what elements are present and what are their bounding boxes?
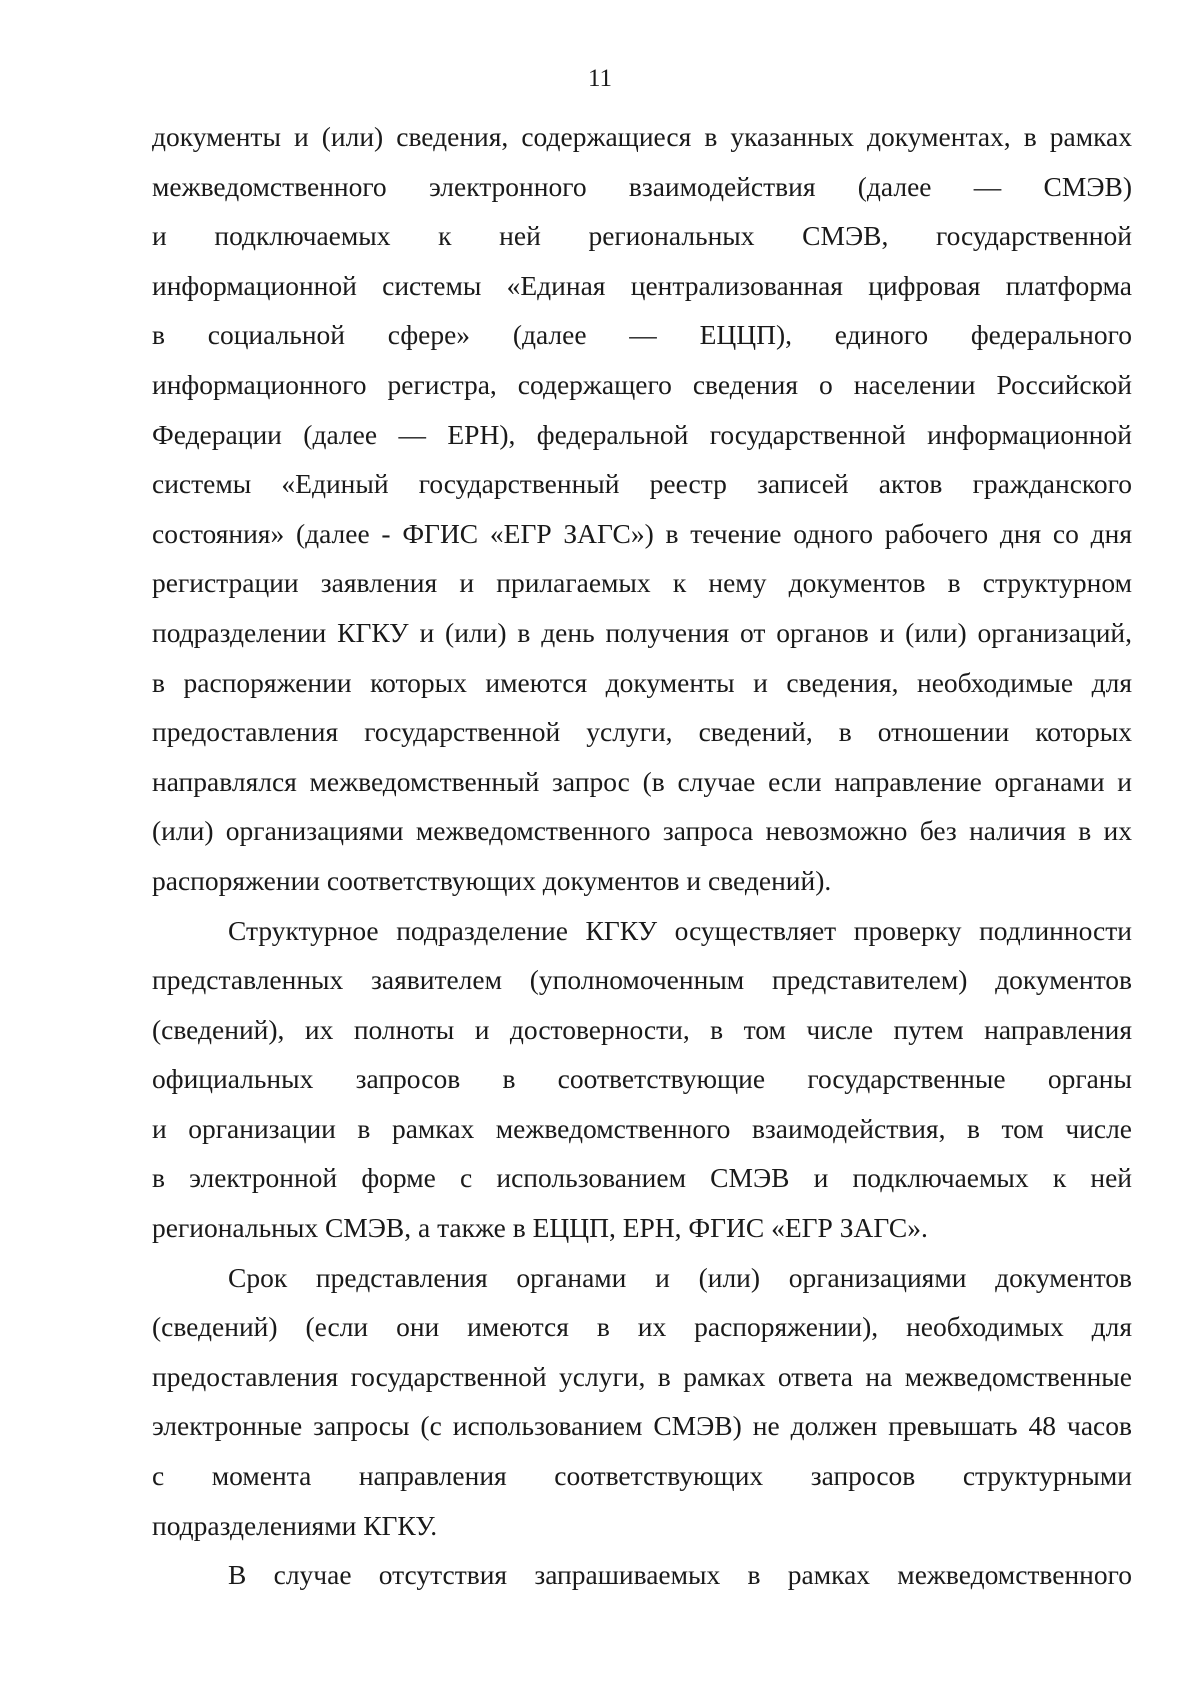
paragraph <box>152 112 1132 906</box>
paragraph-line: Федерации (далее — ЕРН), федеральной государственной информационной <box>152 418 1132 450</box>
paragraph <box>152 1253 1132 1551</box>
paragraph-line: представленных заявителем (уполномоченным представителем) документов <box>152 964 1132 996</box>
paragraph-line: межведомственного электронного взаимодействия (далее — СМЭВ) <box>152 170 1132 202</box>
paragraph-line: в электронной форме с использованием СМЭВ и подключаемых к ней <box>152 1162 1132 1194</box>
paragraph-line: и организации в рамках межведомственного взаимодействия, в том числе <box>152 1112 1132 1144</box>
paragraph <box>152 906 1132 1253</box>
paragraph-line: распоряжении соответствующих документов и сведений). <box>152 864 832 896</box>
paragraph-line: документы и (или) сведения, содержащиеся в указанных документах, в рамках <box>152 121 1132 152</box>
paragraph-line: в социальной сфере» (далее — ЕЦЦП), единого федерального <box>152 319 1132 351</box>
paragraph-line: В случае отсутствия запрашиваемых в рамках межведомственного <box>228 1559 1132 1591</box>
paragraph-line: и подключаемых к ней региональных СМЭВ, государственной <box>152 220 1132 252</box>
paragraph-line: подразделениями КГКУ. <box>152 1509 438 1541</box>
paragraph-line: подразделении КГКУ и (или) в день получения от органов и (или) организаций, <box>152 616 1132 648</box>
paragraph-line: (сведений), их полноты и достоверности, в том числе путем направления <box>152 1013 1132 1045</box>
paragraph-line: официальных запросов в соответствующие государственные органы <box>152 1063 1132 1095</box>
paragraph <box>152 1550 1132 1600</box>
paragraph-line: региональных СМЭВ, а также в ЕЦЦП, ЕРН, ФГИС «ЕГР ЗАГС». <box>152 1212 928 1244</box>
paragraph-line: (сведений) (если они имеются в их распоряжении), необходимых для <box>152 1311 1132 1343</box>
paragraph-line: регистрации заявления и прилагаемых к нему документов в структурном <box>152 567 1132 599</box>
paragraph-line: (или) организациями межведомственного запроса невозможно без наличия в их <box>152 815 1132 847</box>
paragraph-line: электронные запросы (с использованием СМЭВ) не должен превышать 48 часов <box>152 1410 1132 1442</box>
paragraph-line: информационного регистра, содержащего сведения о населении Российской <box>152 368 1132 400</box>
paragraph-line: информационной системы «Единая централизованная цифровая платформа <box>152 269 1132 301</box>
paragraph-line: предоставления государственной услуги, в рамках ответа на межведомственные <box>152 1360 1132 1392</box>
paragraph-line: системы «Единый государственный реестр записей актов гражданского <box>152 468 1132 500</box>
paragraph-line: в распоряжении которых имеются документы и сведения, необходимые для <box>152 666 1132 698</box>
paragraph-line: предоставления государственной услуги, сведений, в отношении которых <box>152 716 1132 748</box>
document-body <box>152 112 1132 1600</box>
paragraph-line: направлялся межведомственный запрос (в случае если направление органами и <box>152 765 1132 797</box>
paragraph-line: с момента направления соответствующих запросов структурными <box>152 1460 1132 1492</box>
paragraph-line: Срок представления органами и (или) организациями документов <box>228 1261 1132 1293</box>
paragraph-line: состояния» (далее - ФГИС «ЕГР ЗАГС») в течение одного рабочего дня со дня <box>152 517 1132 549</box>
page-number: 11 <box>587 65 613 92</box>
paragraph-line: Структурное подразделение КГКУ осуществляет проверку подлинности <box>228 914 1132 946</box>
